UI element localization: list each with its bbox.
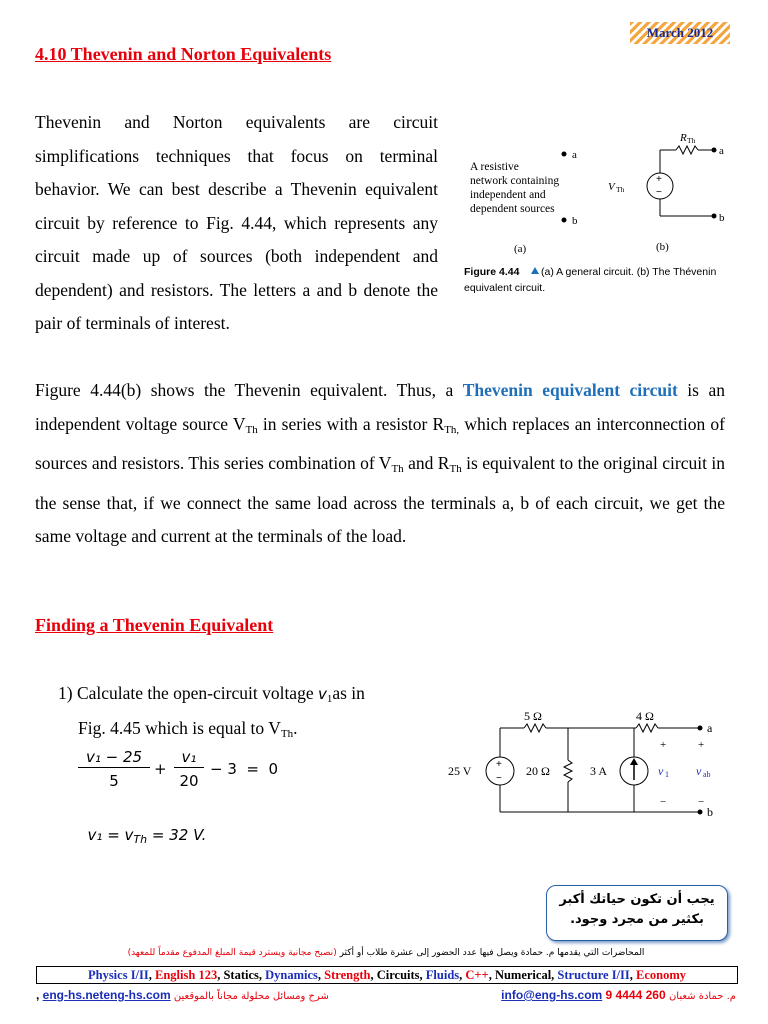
vab-plus: +: [698, 739, 705, 751]
step-1-line-1: [58, 683, 365, 705]
eq1-plus: +: [154, 760, 167, 778]
finding-thevenin-title: Finding a Thevenin Equivalent: [35, 615, 274, 635]
date-text: March 2012: [646, 25, 714, 40]
network-line-2: network containing: [470, 175, 560, 187]
label-b: (b): [656, 241, 669, 253]
label-vab-sub: ab: [703, 770, 711, 779]
network-line-3: independent and: [470, 189, 546, 201]
rth-sub: Th: [687, 136, 696, 145]
terminal-b-dot-445: [698, 810, 703, 815]
label-3a: 3 A: [590, 764, 608, 778]
notice-highlight: (نصبح مجانية ويسترد قيمة المبلغ المدفوع مقدماً للمعهد): [127, 948, 337, 958]
subject-item: English 123: [155, 968, 218, 982]
subject-item: Dynamics: [265, 968, 318, 982]
label-25v: 25 V: [448, 764, 472, 778]
vth-sub: Th: [616, 185, 625, 194]
eq1-denominator-1: 5: [109, 772, 119, 790]
eq1-numerator-2: v₁: [174, 748, 204, 768]
vth-plus: +: [656, 174, 662, 185]
eq2-left: v₁ = v: [87, 826, 134, 844]
website-link-com[interactable]: eng-hs.com: [103, 988, 171, 1002]
subject-item: , Numerical,: [488, 968, 558, 982]
step-1-var-sub: 1: [326, 693, 333, 705]
network-line-1: A resistive: [470, 161, 519, 173]
subject-item: Strength: [324, 968, 371, 982]
label-a: (a): [514, 243, 527, 255]
notice-text: المحاضرات التي يقدمها م. حمادة ويصل فيها عدد الحضور إلى عشرة طلاب أو أكثر: [336, 948, 645, 958]
quote-line-1: يجب أن تكون حياتك أكبر: [559, 892, 715, 907]
subject-item: Economy: [636, 968, 687, 982]
v1-minus: −: [660, 796, 667, 808]
terminal-b-dot: [562, 218, 567, 223]
thevenin-a-label: a: [719, 145, 724, 157]
subject-item: ,: [317, 968, 325, 982]
label-20ohm: 20 Ω: [526, 764, 550, 778]
phone-number: 9 4444 260: [602, 988, 669, 1002]
subject-item: , Statics,: [217, 968, 266, 982]
caption-label: [464, 266, 520, 278]
date-badge: [630, 22, 730, 44]
para2-sub-1: Th: [245, 423, 258, 436]
quote-line-2: بكثير من مجرد وجود.: [570, 912, 704, 927]
thevenin-terminal-a: [712, 148, 717, 153]
caption-label-text: Figure 4.44: [464, 266, 520, 278]
website-prefix: ,: [36, 988, 43, 1002]
terminal-a-dot-445: [698, 726, 703, 731]
subject-item: C++: [465, 968, 489, 982]
subject-item: ,: [629, 968, 637, 982]
vab-minus: −: [698, 796, 705, 808]
figure-4-44: [460, 128, 740, 308]
equation-2: [78, 808, 206, 846]
figure-4-45-diagram: [440, 706, 740, 826]
thevenin-text: [35, 374, 725, 554]
figure-4-44-diagram: [460, 128, 740, 308]
instructor-name: م. حمادة شعبان: [668, 991, 736, 1002]
website-arabic: شرح ومسائل محلولة مجاناً بالموقعين: [170, 991, 329, 1002]
intro-paragraph: [35, 106, 438, 341]
para2-part-6: is equivalent to the original circuit in the sense that, if we connect the same load across the terminals a, b of each circuit, we get the same voltage and current at the terminals of the load.: [35, 453, 725, 546]
subject-item: Physics I/II: [87, 968, 149, 982]
para2-sub-4: Th: [449, 463, 462, 475]
v1-plus: +: [660, 739, 667, 751]
para2-part-4: which replaces an interconnection of sources and resistors. This series combination of V: [35, 413, 725, 473]
label-5ohm: 5 Ω: [524, 709, 542, 723]
vth-label: V: [608, 181, 615, 193]
thevenin-terminal-b: [712, 214, 717, 219]
para2-part-2: is an independent voltage source V: [35, 380, 725, 434]
subject-item: , Circuits,: [370, 968, 426, 982]
caption-text-2: equivalent circuit.: [464, 282, 546, 294]
terminal-b-445: b: [707, 805, 713, 819]
network-line-4: dependent sources: [470, 203, 555, 215]
caption-text: (a) A general circuit. (b) The Thévenin: [541, 266, 717, 278]
subject-item: ,: [148, 968, 156, 982]
eq1-denominator-2: 20: [179, 772, 199, 790]
eq2-sub: Th: [133, 833, 148, 846]
website-link-net[interactable]: eng-hs.net: [42, 988, 104, 1002]
label-v1: v: [658, 764, 664, 778]
resistor-5ohm: [524, 724, 546, 732]
para2-part-1: Figure 4.44(b) shows the Thevenin equivalent. Thus, a: [35, 380, 463, 400]
thevenin-paragraph: [35, 374, 725, 554]
label-v1-sub: 1: [665, 770, 669, 779]
thevenin-b-label: b: [719, 212, 725, 224]
step-1-line-2-text: Fig. 4.45 which is equal to V: [78, 718, 281, 738]
para2-part-3: in series with a resistor R: [257, 413, 445, 434]
intro-text: Thevenin and Norton equivalents are circuit simplifications techniques that focus on terminal behavior. We can best describe a Thevenin equivalent circuit by reference to Fig. 4.44, which represents any circuit made up of sources (both independent and dependent) and resistors. The letters a and b denote the pair of terminals of interest.: [35, 112, 438, 333]
terminal-a-445: a: [707, 721, 713, 735]
step-1-line-2: [78, 718, 297, 740]
equation-1: [78, 748, 318, 798]
subject-item: Fluids: [425, 968, 460, 982]
label-4ohm: 4 Ω: [636, 709, 654, 723]
figure-4-45: [440, 706, 740, 826]
label-vab: v: [696, 764, 702, 778]
step-1-var: v: [317, 685, 327, 703]
email-link[interactable]: info@eng-hs.com: [501, 988, 603, 1002]
terminal-b-label: b: [572, 215, 578, 227]
quote-box: [546, 885, 728, 941]
step-1-text: 1) Calculate the open-circuit voltage: [58, 683, 318, 703]
website-line: [36, 988, 376, 1002]
subject-item: ,: [459, 968, 466, 982]
terminal-a-label: a: [572, 149, 577, 161]
eq1-numerator-1: v₁ − 25: [78, 748, 150, 768]
step-1-text-b: as in: [332, 683, 365, 703]
rth-resistor: [676, 146, 698, 154]
section-title: 4.10 Thevenin and Norton Equivalents: [35, 44, 332, 64]
rth-label: R: [680, 132, 687, 144]
thevenin-term: Thevenin equivalent circuit: [462, 380, 678, 400]
para2-part-5: and R: [403, 453, 450, 473]
resistor-20ohm: [564, 760, 572, 782]
eq2-right: = 32 V.: [147, 826, 207, 844]
vs-minus: −: [496, 773, 502, 784]
step-1-line-2-sub: Th: [280, 728, 294, 740]
para2-sub-2: Th,: [444, 423, 460, 436]
caption-triangle-icon: [531, 267, 539, 274]
subject-item: Structure I/II: [557, 968, 630, 982]
eq1-rest: − 3 = 0: [210, 760, 279, 778]
step-1-line-2-end: .: [293, 718, 298, 738]
contact-line: [486, 988, 736, 1002]
vs-plus: +: [496, 759, 502, 770]
subjects-bar: [36, 966, 738, 984]
resistor-4ohm: [636, 724, 658, 732]
notice-line: [36, 948, 736, 958]
vth-minus: −: [656, 187, 662, 198]
para2-sub-3: Th: [391, 463, 404, 475]
terminal-a-dot: [562, 152, 567, 157]
